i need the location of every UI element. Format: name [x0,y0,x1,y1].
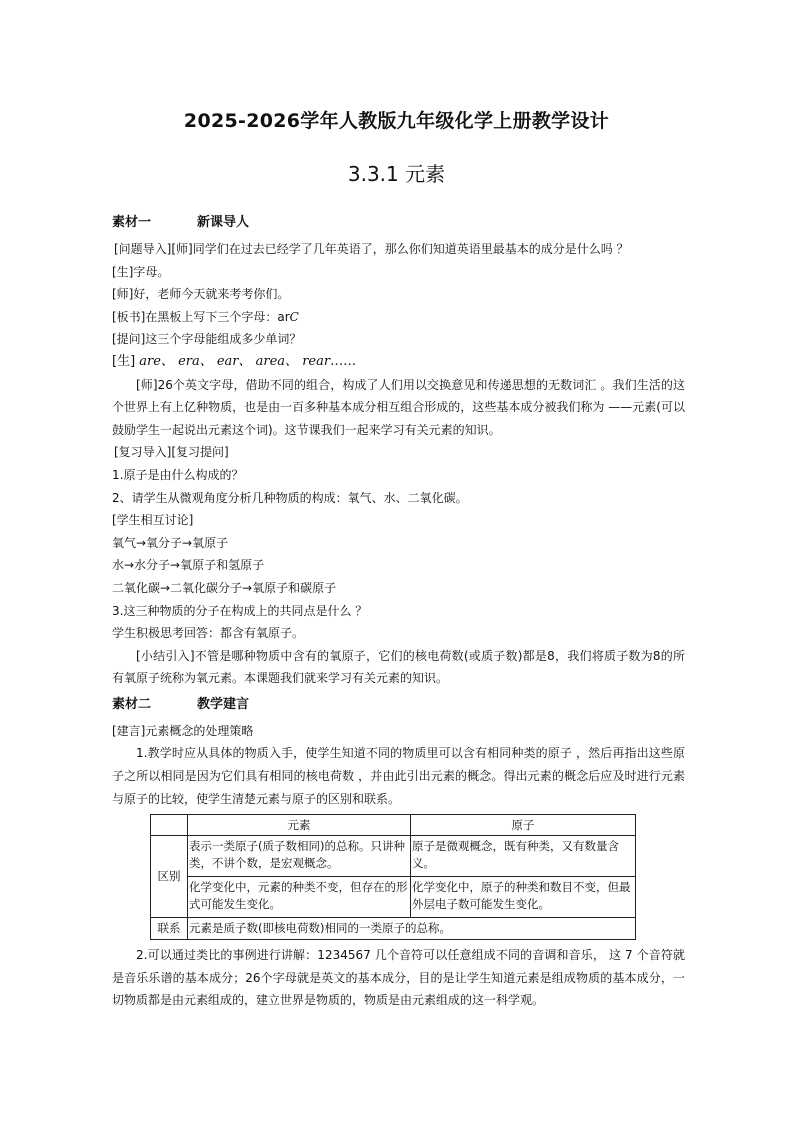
text-line: [学生相互讨论] [112,513,194,528]
text-line: 3.这三种物质的分子在构成上的共同点是什么 ？ [112,603,368,618]
row-header-link: 联系 [151,918,188,940]
table-header-element: 元素 [188,815,411,836]
text-line: 1.原子是由什么构成的？ [112,467,244,482]
text-line: [提问]这三个字母能组成多少单词？ [112,332,302,347]
section-heading-2 [112,690,685,720]
table-cell: 化学变化中，元素的种类不变，但存在的形式可能发生变化。 [188,877,411,918]
text-line: 二氧化碳→二氧化碳分子→氧原子和碳原子 [112,580,337,595]
text-line: 水→水分子→氧原子和氢原子 [112,558,265,573]
text-line: 学生积极思考回答：都含有氧原子。 [112,626,305,641]
table-cell: 表示一类原子(质子数相同)的总称。只讲种类，不讲个数，是宏观概念。 [188,836,411,877]
text-line: [问题导入][师]同学们在过去已经学了几年英语了，那么你们知道英语里最基本的成分是什么吗 ？ [114,242,629,256]
paragraph: 1.教学时应从具体的物质入手，使学生知道不同的物质里可以含有相同种类的原子 ，然后再指出这些原子之所以相同是因为它们具有相同的核电荷数 ，并由此引出元素的概念。得出元素的概念后应及时进行元素与原子的比较，使学生清楚元素与原子的区别和联系。 [112,746,685,806]
table-cell: 化学变化中，原子的种类和数目不变，但最外层电子数可能发生变化。 [411,877,636,918]
text-line: 氧气→氧分子→氧原子 [112,535,229,550]
table-cell: 元素是质子数(即核电荷数)相同的一类原子的总称。 [188,918,636,940]
table-header-atom: 原子 [411,815,636,836]
text-line: [复习导入][复习提问] [114,445,229,460]
row-header-difference: 区别 [151,836,188,918]
table-header-row [151,815,636,836]
document-title: 2025-2026学年人教版九年级化学上册教学设计 [183,110,610,132]
paragraph: [小结引入]不管是哪种物质中含有的氧原子，它们的核电荷数(或质子数)都是8，我们将质子数为8的所有氧原子统称为氧元素。本课题我们就来学习有关元素的知识。 [112,648,685,686]
section-heading-1 [112,208,685,238]
board-text: [板书]在黑板上写下三个字母：ar [112,309,290,324]
text-line [112,351,685,374]
text-line: 2、请学生从微观角度分析几种物质的构成：氧气、水、二氧化碳。 [112,490,468,505]
paragraph: [师]26个英文字母，借助不同的组合，构成了人们用以交换意见和传递思想的无数词汇 。我们生活的这个世界上有上亿种物质，也是由一百多种基本成分相互组合形成的，这些基本成分被我们称为 ——元素(可以鼓励学生一起说出元素这个词)。这节课我们一起来学习有关元素的知识。 [112,377,685,437]
table-row [151,918,636,940]
section-name: 教学建言 [197,696,250,712]
table-row [151,877,636,918]
text-line: [建言]元素概念的处理策略 [112,723,254,738]
student-tag: [生] [112,353,140,369]
table-cell: 原子是微观概念，既有种类，又有数量含义。 [411,836,636,877]
word-list: are、 era、 ear、 area、 rear…… [139,353,357,369]
section-name: 新课导人 [197,215,250,230]
section-label: 素材二 [112,696,152,712]
board-letter: C [289,309,299,324]
text-line: [生]字母。 [112,264,170,279]
lesson-title: 3.3.1 元素 [347,162,446,186]
table-corner-cell [151,815,188,836]
paragraph: 2.可以通过类比的事例进行讲解：1234567 几个音符可以任意组成不同的音调和音乐， 这 7 个音符就是音乐乐谱的基本成分；26个字母就是英文的基本成分，目的是让学生知道元素是组成物质的基本成分，一切物质都是由元素组成的，建立世界是物质的，物质是由元素组成的这一科学观。 [112,948,685,1008]
document-body [112,208,685,1012]
text-line: [师]好，老师今天就来考考你们。 [112,287,290,302]
text-line [112,306,685,329]
comparison-table [150,814,636,940]
table-row [151,836,636,877]
section-label: 素材一 [112,215,152,230]
